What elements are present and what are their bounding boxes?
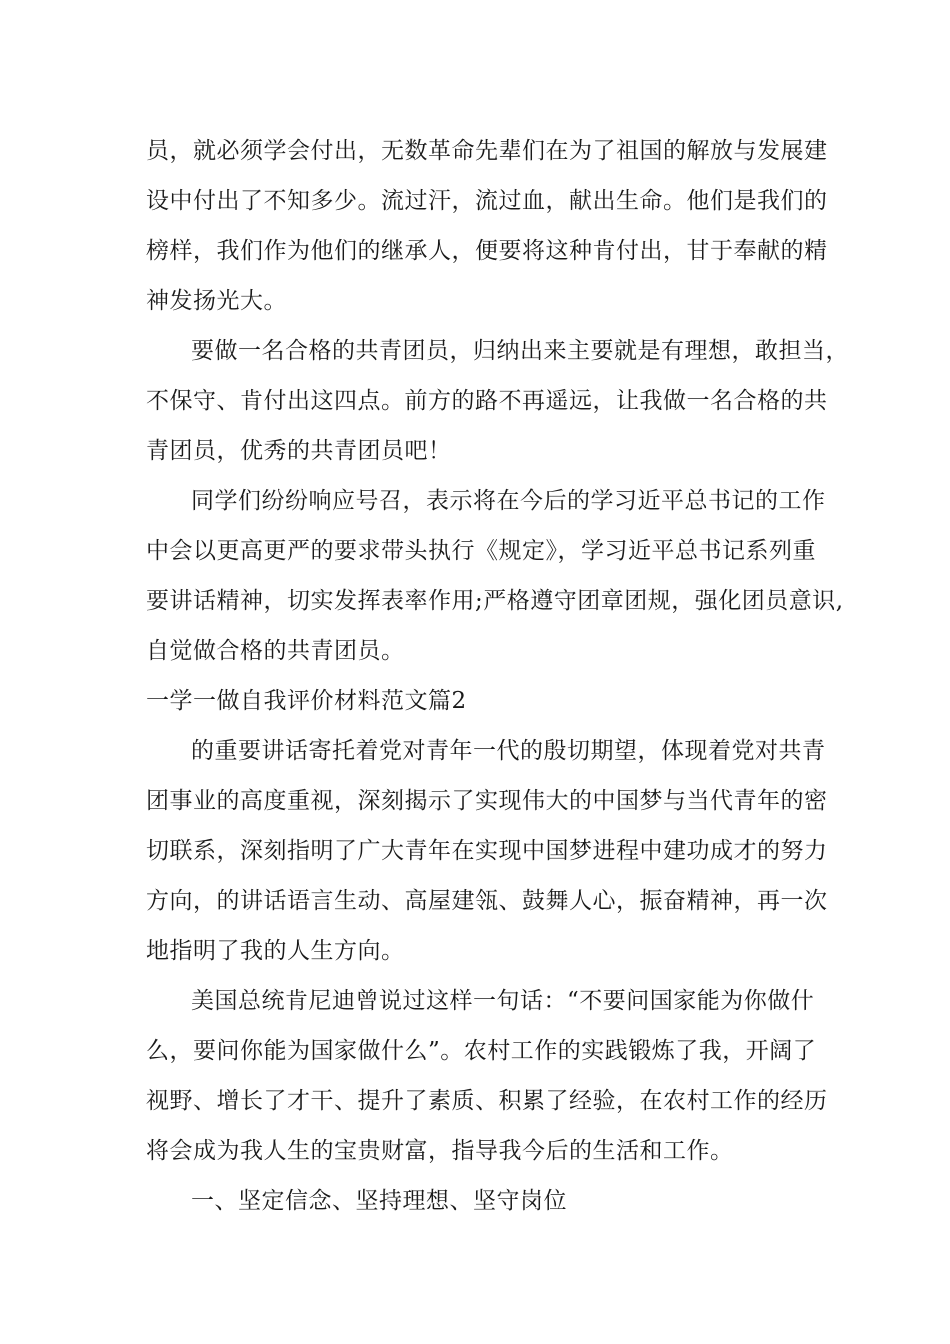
text-line: 将会成为我人生的宝贵财富，指导我今后的生活和工作。 bbox=[146, 1138, 734, 1164]
text-line: 切联系，深刻指明了广大青年在实现中国梦进程中建功成才的努力 bbox=[146, 838, 828, 864]
text-line: 方向，的讲话语言生动、高屋建瓴、鼓舞人心，振奋精神，再一次 bbox=[146, 888, 828, 914]
section-heading: 一、坚定信念、坚持理想、坚守岗位 bbox=[191, 1188, 567, 1214]
text-line: 榜样，我们作为他们的继承人，便要将这种肯付出，甘于奉献的精 bbox=[146, 238, 828, 264]
text-line: 要讲话精神，切实发挥表率作用;严格遵守团章团规，强化团员意识, bbox=[146, 588, 844, 614]
text-line: 地指明了我的人生方向。 bbox=[146, 938, 405, 964]
text-line: 团事业的高度重视，深刻揭示了实现伟大的中国梦与当代青年的密 bbox=[146, 788, 828, 814]
text-line: 自觉做合格的共青团员。 bbox=[146, 638, 405, 664]
text-line: 不保守、肯付出这四点。前方的路不再遥远，让我做一名合格的共 bbox=[146, 388, 828, 414]
text-line: 美国总统肯尼迪曾说过这样一句话：“不要问国家能为你做什 bbox=[191, 988, 815, 1014]
text-line: 青团员，优秀的共青团员吧！ bbox=[146, 438, 452, 464]
text-line: 设中付出了不知多少。流过汗，流过血，献出生命。他们是我们的 bbox=[146, 188, 828, 214]
text-line: 神发扬光大。 bbox=[146, 288, 287, 314]
text-line: 员，就必须学会付出，无数革命先辈们在为了祖国的解放与发展建 bbox=[146, 138, 828, 164]
text-line: 视野、增长了才干、提升了素质、积累了经验，在农村工作的经历 bbox=[146, 1088, 828, 1114]
text-line: 同学们纷纷响应号召，表示将在今后的学习近平总书记的工作 bbox=[191, 488, 826, 514]
text-line: 的重要讲话寄托着党对青年一代的殷切期望，体现着党对共青 bbox=[191, 738, 826, 764]
text-line: 中会以更高更严的要求带头执行《规定》，学习近平总书记系列重 bbox=[146, 538, 816, 564]
article-heading: 一学一做自我评价材料范文篇2 bbox=[146, 688, 467, 714]
text-line: 要做一名合格的共青团员，归纳出来主要就是有理想，敢担当， bbox=[191, 338, 849, 364]
text-line: 么，要问你能为国家做什么”。农村工作的实践锻炼了我，开阔了 bbox=[146, 1038, 817, 1064]
